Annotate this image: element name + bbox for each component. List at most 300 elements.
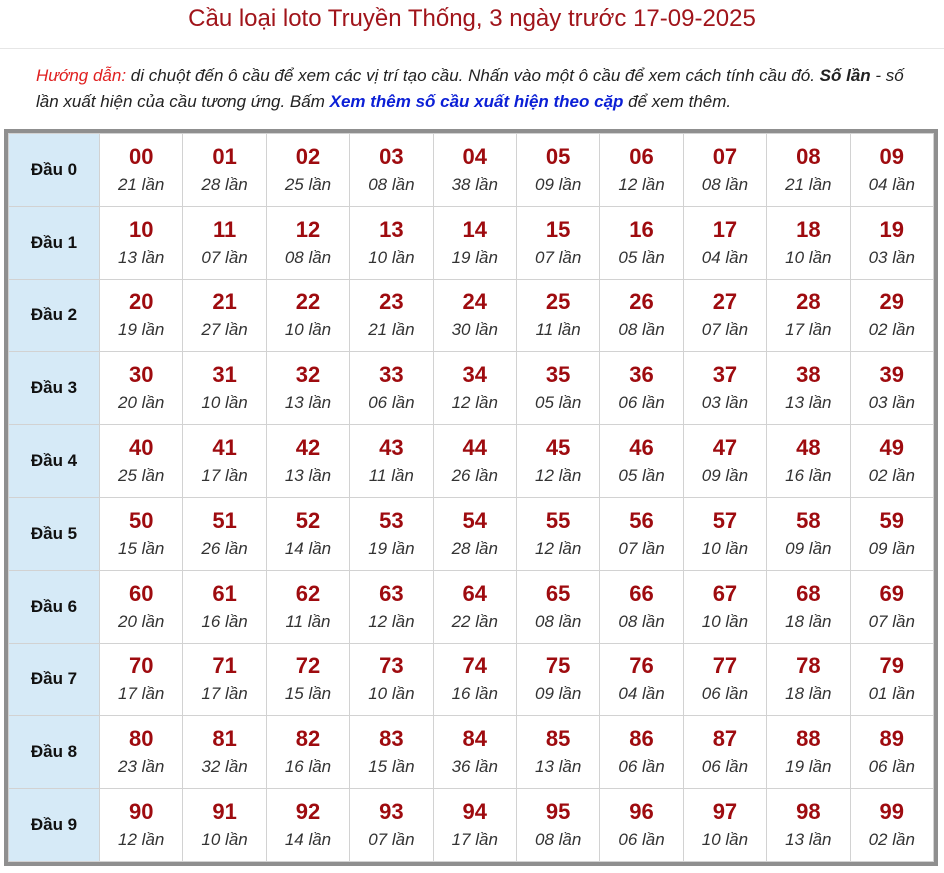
bridge-cell[interactable] <box>850 497 933 570</box>
bridge-cell[interactable] <box>433 352 516 425</box>
bridge-count: 07 lần <box>534 247 582 267</box>
bridge-cell[interactable] <box>683 497 766 570</box>
bridge-number: 45 <box>545 435 571 461</box>
bridge-number: 77 <box>712 653 738 679</box>
bridge-number: 08 <box>796 143 821 169</box>
bridge-number: 95 <box>545 799 571 825</box>
bridge-count: 26 lần <box>451 466 498 486</box>
page-title: Cầu loại loto Truyền Thống, 3 ngày trước 17-09-2025 <box>188 5 756 32</box>
table-row <box>9 134 934 207</box>
bridge-count: 04 lần <box>701 247 749 267</box>
bridge-cell[interactable] <box>183 570 266 643</box>
bridge-cell[interactable] <box>183 279 266 352</box>
bridge-number: 86 <box>629 726 654 752</box>
bridge-cell[interactable] <box>600 425 683 498</box>
bridge-number: 94 <box>462 799 487 825</box>
bridge-cell[interactable] <box>433 134 516 207</box>
bridge-cell[interactable] <box>266 570 349 643</box>
bridge-cell[interactable] <box>600 716 683 789</box>
bridge-table <box>8 133 934 862</box>
bridge-count: 06 lần <box>618 393 665 413</box>
bridge-number: 64 <box>462 580 487 606</box>
bridge-cell[interactable] <box>850 352 933 425</box>
bridge-cell[interactable] <box>433 643 516 716</box>
bridge-number: 35 <box>545 362 571 388</box>
bridge-cell[interactable] <box>516 643 599 716</box>
bridge-count: 10 lần <box>701 611 749 631</box>
bridge-count: 21 lần <box>785 174 832 194</box>
bridge-number: 20 <box>128 289 154 315</box>
row-head-label: Đầu 2 <box>9 279 100 352</box>
bridge-count: 13 lần <box>785 830 832 850</box>
bridge-number: 41 <box>212 435 237 461</box>
bridge-number: 98 <box>796 799 821 825</box>
bridge-count: 17 lần <box>785 320 832 340</box>
bridge-cell[interactable] <box>350 716 433 789</box>
bridge-number: 93 <box>379 799 404 825</box>
bridge-number: 71 <box>212 653 237 679</box>
bridge-count: 19 lần <box>368 538 415 558</box>
bridge-cell[interactable] <box>266 134 349 207</box>
bridge-count: 28 lần <box>201 174 248 194</box>
bridge-number: 44 <box>462 435 487 461</box>
bridge-cell[interactable] <box>183 789 266 862</box>
row-head-label: Đầu 9 <box>9 789 100 862</box>
bridge-count: 16 lần <box>201 611 248 631</box>
bridge-number: 99 <box>879 799 904 825</box>
bridge-cell[interactable] <box>683 716 766 789</box>
bridge-count: 07 lần <box>368 830 415 850</box>
bridge-cell[interactable] <box>767 716 850 789</box>
bridge-number: 10 <box>128 216 154 242</box>
bridge-cell[interactable] <box>767 497 850 570</box>
bridge-count: 08 lần <box>534 830 582 850</box>
bridge-number: 48 <box>796 435 821 461</box>
see-more-pairs-link[interactable]: Xem thêm số cầu xuất hiện theo cặp <box>329 92 624 111</box>
bridge-count: 20 lần <box>118 611 165 631</box>
bridge-count: 04 lần <box>618 684 665 704</box>
bridge-count: 03 lần <box>868 393 915 413</box>
table-row <box>9 279 934 352</box>
bridge-number: 76 <box>629 653 654 679</box>
bridge-count: 15 lần <box>368 757 415 777</box>
bridge-count: 22 lần <box>451 611 498 631</box>
bridge-count: 04 lần <box>868 174 915 194</box>
bridge-cell[interactable] <box>350 643 433 716</box>
bridge-cell[interactable] <box>516 134 599 207</box>
bridge-number: 96 <box>629 799 654 825</box>
bridge-table-body <box>9 134 934 862</box>
bridge-cell[interactable] <box>600 279 683 352</box>
bridge-count: 14 lần <box>284 830 332 850</box>
bridge-cell[interactable] <box>600 206 683 279</box>
bridge-count: 18 lần <box>785 611 832 631</box>
bridge-cell[interactable] <box>100 134 183 207</box>
bridge-number: 97 <box>712 799 738 825</box>
bridge-count: 08 lần <box>701 174 749 194</box>
bridge-cell[interactable] <box>266 206 349 279</box>
bridge-number: 04 <box>462 143 487 169</box>
bridge-cell[interactable] <box>850 206 933 279</box>
bridge-cell[interactable] <box>600 352 683 425</box>
bridge-cell[interactable] <box>350 352 433 425</box>
bridge-number: 85 <box>545 726 571 752</box>
bridge-cell[interactable] <box>767 279 850 352</box>
bridge-cell[interactable] <box>850 789 933 862</box>
bridge-cell[interactable] <box>767 352 850 425</box>
bridge-count: 07 lần <box>868 611 915 631</box>
bridge-number: 79 <box>879 653 904 679</box>
bridge-cell[interactable] <box>183 643 266 716</box>
bridge-count: 02 lần <box>868 320 915 340</box>
bridge-number: 09 <box>879 143 904 169</box>
bridge-cell[interactable] <box>266 497 349 570</box>
bridge-cell[interactable] <box>100 497 183 570</box>
bridge-number: 92 <box>295 799 321 825</box>
bridge-count: 23 lần <box>118 757 165 777</box>
bridge-cell[interactable] <box>850 716 933 789</box>
bridge-number: 03 <box>379 143 404 169</box>
table-row <box>9 206 934 279</box>
bridge-cell[interactable] <box>350 425 433 498</box>
guide-text <box>0 49 944 127</box>
bridge-cell[interactable] <box>433 425 516 498</box>
bridge-number: 72 <box>295 653 321 679</box>
bridge-number: 67 <box>712 580 738 606</box>
bridge-cell[interactable] <box>683 789 766 862</box>
bridge-number: 50 <box>128 507 154 533</box>
bridge-count: 17 lần <box>451 830 498 850</box>
bridge-cell[interactable] <box>683 134 766 207</box>
bridge-number: 57 <box>712 507 738 533</box>
bridge-number: 78 <box>796 653 821 679</box>
bridge-cell[interactable] <box>767 425 850 498</box>
bridge-cell[interactable] <box>100 789 183 862</box>
bridge-count: 21 lần <box>368 320 415 340</box>
table-row <box>9 425 934 498</box>
bridge-cell[interactable] <box>350 570 433 643</box>
bridge-cell[interactable] <box>266 716 349 789</box>
bridge-number: 18 <box>796 216 821 242</box>
bridge-number: 82 <box>295 726 321 752</box>
bridge-count: 16 lần <box>451 684 498 704</box>
bridge-number: 49 <box>879 435 904 461</box>
bridge-cell[interactable] <box>767 570 850 643</box>
bridge-count: 27 lần <box>201 320 248 340</box>
bridge-number: 16 <box>629 216 654 242</box>
bridge-number: 43 <box>379 435 404 461</box>
bridge-number: 05 <box>545 143 571 169</box>
bridge-cell[interactable] <box>767 789 850 862</box>
bridge-number: 80 <box>128 726 154 752</box>
bridge-count: 10 lần <box>201 830 248 850</box>
bridge-count: 32 lần <box>201 757 248 777</box>
bridge-cell[interactable] <box>433 789 516 862</box>
bridge-count: 38 lần <box>451 174 498 194</box>
bridge-number: 22 <box>295 289 321 315</box>
bridge-cell[interactable] <box>183 716 266 789</box>
bridge-number: 24 <box>462 289 487 315</box>
bridge-number: 01 <box>212 143 237 169</box>
bridge-cell[interactable] <box>516 425 599 498</box>
bridge-count: 05 lần <box>618 247 665 267</box>
row-head-label: Đầu 6 <box>9 570 100 643</box>
bridge-count: 10 lần <box>284 320 332 340</box>
bridge-count: 19 lần <box>118 320 165 340</box>
bridge-number: 34 <box>462 362 487 388</box>
bridge-count: 30 lần <box>451 320 498 340</box>
bridge-number: 17 <box>712 216 738 242</box>
bridge-count: 03 lần <box>701 393 749 413</box>
bridge-number: 38 <box>796 362 821 388</box>
bridge-count: 12 lần <box>534 538 582 558</box>
bridge-count: 06 lần <box>618 830 665 850</box>
bridge-cell[interactable] <box>100 425 183 498</box>
bridge-number: 66 <box>629 580 654 606</box>
bridge-number: 12 <box>295 216 321 242</box>
bridge-cell[interactable] <box>767 134 850 207</box>
bridge-number: 69 <box>879 580 904 606</box>
bridge-count: 02 lần <box>868 830 915 850</box>
bridge-number: 51 <box>212 507 237 533</box>
bridge-count: 10 lần <box>785 247 832 267</box>
bridge-cell[interactable] <box>183 206 266 279</box>
bridge-count: 13 lần <box>118 247 165 267</box>
bridge-count: 09 lần <box>785 538 832 558</box>
bridge-cell[interactable] <box>683 352 766 425</box>
bridge-count: 07 lần <box>201 247 248 267</box>
bridge-count: 21 lần <box>118 174 165 194</box>
bridge-count: 08 lần <box>618 611 665 631</box>
bridge-number: 39 <box>879 362 904 388</box>
bridge-number: 74 <box>462 653 487 679</box>
bridge-cell[interactable] <box>100 570 183 643</box>
bridge-count: 05 lần <box>534 393 582 413</box>
bridge-cell[interactable] <box>266 279 349 352</box>
bridge-count: 25 lần <box>284 174 332 194</box>
bridge-count: 13 lần <box>284 466 332 486</box>
row-head-label: Đầu 7 <box>9 643 100 716</box>
bridge-cell[interactable] <box>350 134 433 207</box>
guide-text-part3: để xem thêm. <box>623 92 732 111</box>
bridge-count: 07 lần <box>701 320 749 340</box>
bridge-cell[interactable] <box>600 570 683 643</box>
bridge-count: 15 lần <box>284 684 332 704</box>
bridge-count: 13 lần <box>785 393 832 413</box>
bridge-count: 07 lần <box>618 538 665 558</box>
bridge-number: 81 <box>212 726 237 752</box>
bridge-count: 10 lần <box>368 684 415 704</box>
bridge-cell[interactable] <box>183 352 266 425</box>
bridge-number: 00 <box>128 143 154 169</box>
bridge-number: 28 <box>796 289 821 315</box>
row-head-label: Đầu 5 <box>9 497 100 570</box>
table-row <box>9 643 934 716</box>
bridge-number: 11 <box>212 216 237 242</box>
bridge-number: 13 <box>379 216 404 242</box>
row-head-label: Đầu 8 <box>9 716 100 789</box>
bridge-number: 27 <box>712 289 738 315</box>
bridge-cell[interactable] <box>433 716 516 789</box>
row-head-label: Đầu 3 <box>9 352 100 425</box>
bridge-count: 02 lần <box>868 466 915 486</box>
bridge-number: 58 <box>796 507 821 533</box>
bridge-count: 19 lần <box>785 757 832 777</box>
bridge-count: 01 lần <box>868 684 915 704</box>
bridge-number: 88 <box>796 726 821 752</box>
bridge-number: 47 <box>712 435 738 461</box>
row-head-label: Đầu 4 <box>9 425 100 498</box>
bridge-number: 32 <box>295 362 321 388</box>
bridge-cell[interactable] <box>100 643 183 716</box>
bridge-cell[interactable] <box>100 206 183 279</box>
bridge-count: 12 lần <box>451 393 498 413</box>
guide-text-part2: - số lần xuất hiện của cầu tương ứng. Bấm <box>36 66 904 111</box>
bridge-cell[interactable] <box>516 352 599 425</box>
bridge-cell[interactable] <box>767 206 850 279</box>
bridge-cell[interactable] <box>516 716 599 789</box>
bridge-cell[interactable] <box>850 425 933 498</box>
bridge-number: 42 <box>295 435 321 461</box>
bridge-number: 02 <box>295 143 321 169</box>
bridge-cell[interactable] <box>683 279 766 352</box>
bridge-count: 11 lần <box>368 466 414 486</box>
bridge-number: 25 <box>545 289 571 315</box>
bridge-cell[interactable] <box>350 279 433 352</box>
bridge-number: 62 <box>295 580 321 606</box>
bridge-count: 09 lần <box>868 538 915 558</box>
bridge-number: 83 <box>379 726 404 752</box>
bridge-cell[interactable] <box>683 425 766 498</box>
row-head-label: Đầu 1 <box>9 206 100 279</box>
bridge-cell[interactable] <box>433 279 516 352</box>
bridge-count: 12 lần <box>118 830 165 850</box>
bridge-count: 06 lần <box>701 757 749 777</box>
bridge-cell[interactable] <box>850 279 933 352</box>
bridge-cell[interactable] <box>516 279 599 352</box>
bridge-number: 56 <box>629 507 654 533</box>
bridge-number: 36 <box>629 362 654 388</box>
bridge-count: 17 lần <box>201 466 248 486</box>
bridge-cell[interactable] <box>516 206 599 279</box>
bridge-count: 06 lần <box>701 684 749 704</box>
bridge-cell[interactable] <box>350 206 433 279</box>
bridge-count: 28 lần <box>451 538 498 558</box>
table-row <box>9 352 934 425</box>
bridge-count: 14 lần <box>284 538 332 558</box>
bridge-cell[interactable] <box>100 352 183 425</box>
bridge-count: 13 lần <box>284 393 332 413</box>
bridge-cell[interactable] <box>850 134 933 207</box>
bridge-count: 11 lần <box>535 320 581 340</box>
guide-text-part1: di chuột đến ô cầu để xem các vị trí tạo cầu. Nhấn vào một ô cầu để xem cách tính cầu đó. <box>126 66 820 85</box>
bridge-number: 54 <box>462 507 487 533</box>
bridge-cell[interactable] <box>266 352 349 425</box>
bridge-number: 14 <box>462 216 487 242</box>
bridge-count: 10 lần <box>701 538 749 558</box>
bridge-cell[interactable] <box>516 789 599 862</box>
bridge-number: 91 <box>212 799 237 825</box>
bridge-number: 65 <box>545 580 571 606</box>
bridge-number: 68 <box>796 580 821 606</box>
bridge-cell[interactable] <box>100 279 183 352</box>
bridge-cell[interactable] <box>266 643 349 716</box>
bridge-count: 09 lần <box>534 684 582 704</box>
bridge-count: 05 lần <box>618 466 665 486</box>
bridge-count: 12 lần <box>368 611 415 631</box>
table-row <box>9 497 934 570</box>
bridge-cell[interactable] <box>350 789 433 862</box>
bridge-count: 12 lần <box>618 174 665 194</box>
bridge-cell[interactable] <box>600 497 683 570</box>
bridge-count: 17 lần <box>118 684 165 704</box>
bridge-cell[interactable] <box>516 570 599 643</box>
bridge-cell[interactable] <box>433 570 516 643</box>
bridge-cell[interactable] <box>350 497 433 570</box>
row-head-label: Đầu 0 <box>9 134 100 207</box>
bridge-cell[interactable] <box>183 134 266 207</box>
bridge-number: 30 <box>128 362 154 388</box>
bridge-number: 15 <box>545 216 571 242</box>
table-row <box>9 570 934 643</box>
bridge-count: 10 lần <box>201 393 248 413</box>
bridge-number: 59 <box>879 507 904 533</box>
bridge-count: 06 lần <box>368 393 415 413</box>
bridge-number: 53 <box>379 507 404 533</box>
bridge-cell[interactable] <box>600 643 683 716</box>
bridge-cell[interactable] <box>266 425 349 498</box>
bridge-cell[interactable] <box>516 497 599 570</box>
bridge-count: 06 lần <box>618 757 665 777</box>
bridge-number: 61 <box>212 580 237 606</box>
bridge-cell[interactable] <box>433 206 516 279</box>
bridge-number: 90 <box>128 799 154 825</box>
bridge-cell[interactable] <box>100 716 183 789</box>
bridge-cell[interactable] <box>683 643 766 716</box>
bridge-count: 20 lần <box>118 393 165 413</box>
bridge-number: 23 <box>379 289 404 315</box>
bridge-count: 09 lần <box>534 174 582 194</box>
bridge-count: 16 lần <box>284 757 332 777</box>
bridge-count: 08 lần <box>534 611 582 631</box>
bridge-cell[interactable] <box>183 425 266 498</box>
bridge-count: 12 lần <box>534 466 582 486</box>
bridge-count: 25 lần <box>118 466 165 486</box>
bridge-number: 19 <box>879 216 904 242</box>
bridge-cell[interactable] <box>683 206 766 279</box>
bridge-cell[interactable] <box>850 643 933 716</box>
bridge-count: 18 lần <box>785 684 832 704</box>
bridge-cell[interactable] <box>600 789 683 862</box>
bridge-cell[interactable] <box>683 570 766 643</box>
bridge-cell[interactable] <box>183 497 266 570</box>
bridge-number: 87 <box>712 726 738 752</box>
bridge-cell[interactable] <box>767 643 850 716</box>
bridge-count: 09 lần <box>701 466 749 486</box>
bridge-number: 89 <box>879 726 904 752</box>
bridge-cell[interactable] <box>600 134 683 207</box>
bridge-count: 03 lần <box>868 247 915 267</box>
bridge-cell[interactable] <box>850 570 933 643</box>
bridge-count: 10 lần <box>701 830 749 850</box>
bridge-cell[interactable] <box>266 789 349 862</box>
bridge-cell[interactable] <box>433 497 516 570</box>
bridge-number: 73 <box>379 653 404 679</box>
bridge-number: 52 <box>295 507 321 533</box>
bridge-number: 75 <box>545 653 571 679</box>
table-row <box>9 789 934 862</box>
bridge-number: 37 <box>712 362 738 388</box>
